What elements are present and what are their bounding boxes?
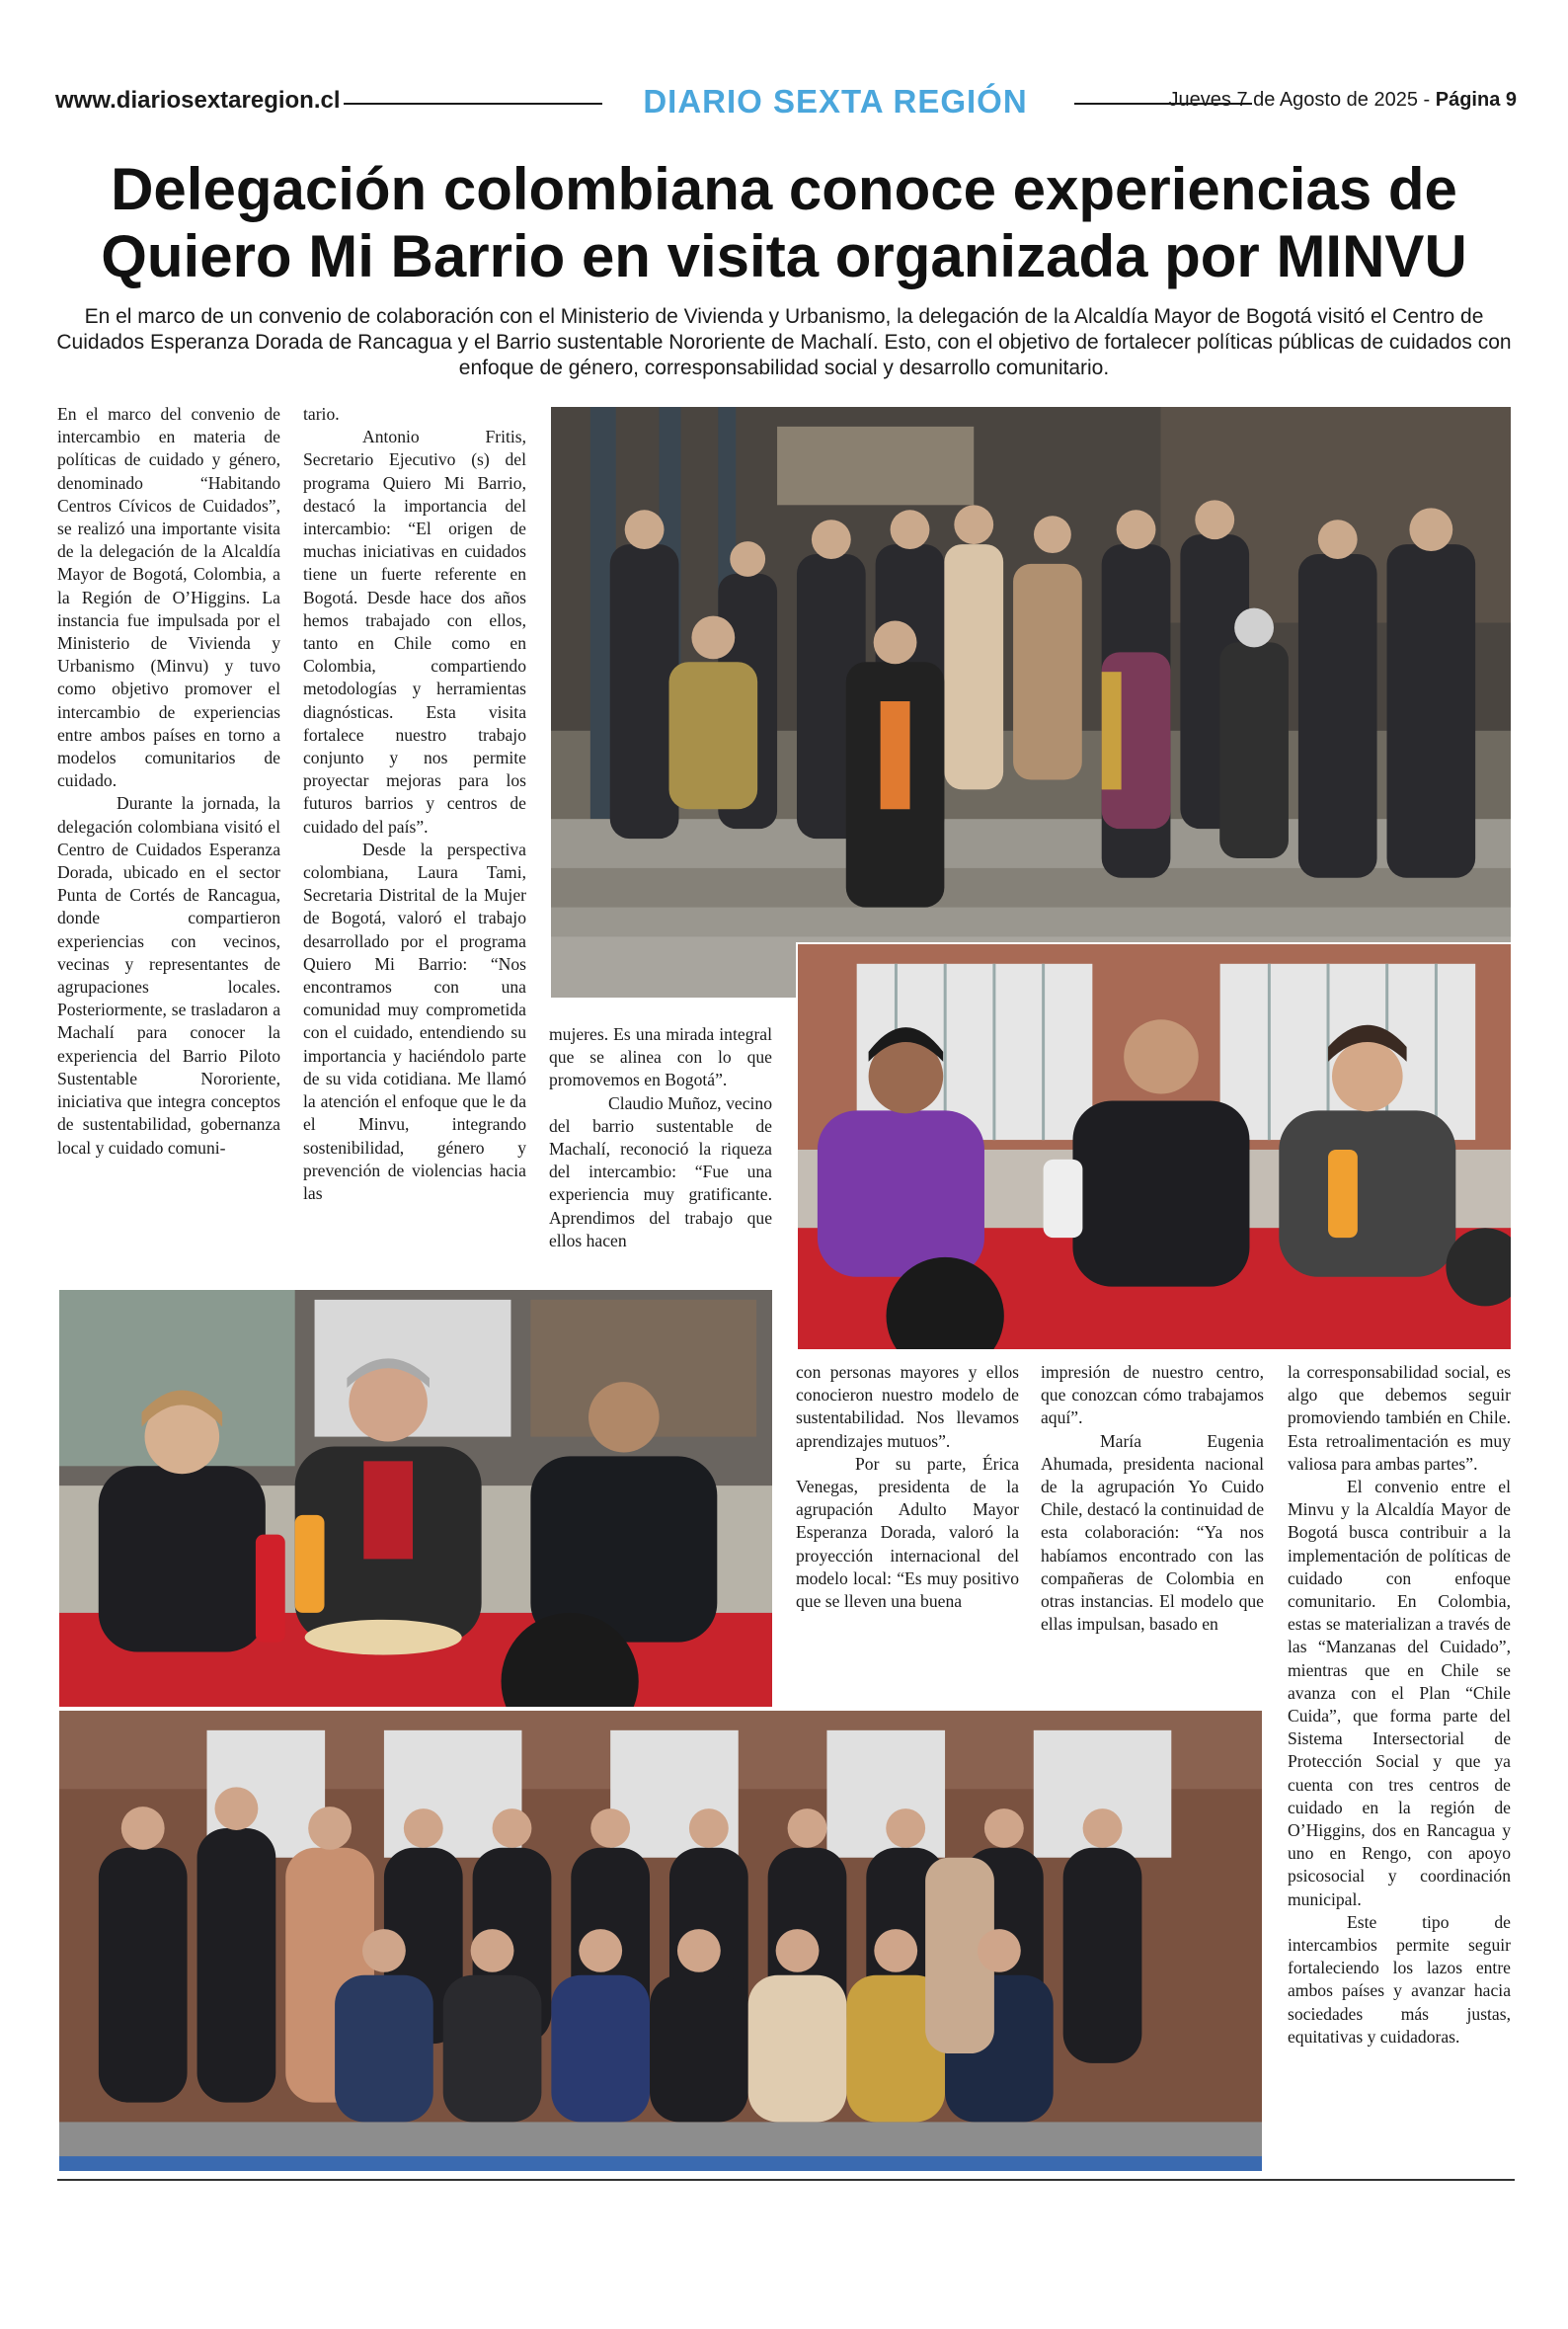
paragraph: mujeres. Es una mirada integral que se alinea con lo que promovemos en Bogotá”.: [549, 1024, 772, 1090]
paragraph: tario.: [303, 404, 340, 424]
paragraph: En el marco del convenio de intercambio en materia de políticas de cuidado y género, denominado “Habitando Centros Cívicos de Cuidados”, se realizó una importante visita de la delegación de la Alcaldía Mayor de Bogotá, Colombia, a la Región de O’Higgins. La instancia fue impulsada por el Ministerio de Vivienda y Urbanismo (Minvu) y tuvo como objetivo promover el intercambio de experiencias entre ambos países en torno a modelos comunitarios de cuidado.: [57, 404, 280, 791]
column-6: [1288, 1361, 1511, 2048]
headline-line-1: Delegación colombiana conoce experiencias de: [111, 156, 1457, 222]
column-2: [303, 403, 526, 1205]
paragraph: Antonio Fritis, Secretario Ejecutivo (s) del programa Quiero Mi Barrio, destacó la importancia del intercambio: “El origen de muchas iniciativas en cuidados tiene un fuerte referente en Bogotá. Desde hace dos años hemos trabajado con ellos, tanto en Chile como en Colombia, compartiendo metodologías y herramientas diagnósticas. Esta visita fortalece nuestro trabajo conjunto y nos permite proyectar mejoras para los futuros barrios y centros de cuidado del país”.: [303, 427, 526, 837]
paragraph: la corresponsabilidad social, es algo que debemos seguir promoviendo también en Chile. Esta retroalimentación es muy valiosa para ambas partes”.: [1288, 1362, 1511, 1474]
photo-table-trio-right: [796, 942, 1513, 1351]
column-3: [549, 1023, 772, 1252]
header-rule-left: [344, 103, 602, 105]
paragraph: María Eugenia Ahumada, presidenta nacional de la agrupación Yo Cuido Chile, destacó la continuidad de esta colaboración: “Ya nos habíamos encontrado con las compañeras de Colombia en otras instancias. El modelo que ellas impulsan, basado en: [1041, 1430, 1264, 1635]
paragraph: con personas mayores y ellos conocieron nuestro modelo de sustentabilidad. Nos llevamos aprendizajes mutuos”.: [796, 1362, 1019, 1451]
deck: En el marco de un convenio de colaboración con el Ministerio de Vivienda y Urbanismo, la delegación de la Alcaldía Mayor de Bogotá visitó el Centro de Cuidados Esperanza Dorada de Rancagua y el Barrio sustentable Nororiente de Machalí. Esto, con el objetivo de fortalecer políticas públicas de cuidados con enfoque de género, corresponsabilidad social y desarrollo comunitario.: [56, 305, 1512, 379]
column-4: [796, 1361, 1019, 1613]
paragraph: Durante la jornada, la delegación colombiana visitó el Centro de Cuidados Esperanza Dorada, ubicado en el sector Punta de Cortés de Rancagua, donde compartieron experiencias con vecinos, vecinas y representantes de agrupaciones locales. Posteriormente, se trasladaron a Machalí para conocer la experiencia del Barrio Piloto Sustentable Nororiente, iniciativa que integra conceptos de sustentabilidad, gobernanza local y cuidado comuni-: [57, 793, 280, 1158]
issue-date: Jueves 7 de Agosto de 2025 - Página 9: [1168, 89, 1517, 111]
photo-table-trio-left: [57, 1288, 774, 1709]
photo-group-on-steps: [549, 405, 1513, 1000]
column-1: [57, 403, 280, 1160]
paragraph: Claudio Muñoz, vecino del barrio sustentable de Machalí, reconoció la riqueza del intercambio: “Fue una experiencia muy gratificante. Aprendimos del trabajo que ellos hacen: [549, 1092, 772, 1250]
paragraph: Por su parte, Érica Venegas, presidenta de la agrupación Adulto Mayor Esperanza Dorada, valoró la proyección internacional del modelo local: “Es muy positivo que se lleven una buena: [796, 1453, 1019, 1612]
headline: [39, 156, 1529, 290]
paragraph: Desde la perspectiva colombiana, Laura Tami, Secretaria Distrital de la Mujer de Bogotá, valoró el trabajo desarrollado por el programa Quiero Mi Barrio: “Nos encontramos con una comunidad muy comprometida con el cuidado, entendiendo su importancia y haciéndolo parte de su vida cotidiana. Me llamó la atención el enfoque que le da el Minvu, integrando sostenibilidad, género y prevención de violencias hacia las: [303, 839, 526, 1203]
headline-line-2: Quiero Mi Barrio en visita organizada por MINVU: [101, 223, 1467, 289]
page-number: Página 9: [1435, 89, 1517, 111]
paragraph: El convenio entre el Minvu y la Alcaldía Mayor de Bogotá busca contribuir a la implementación de políticas de cuidado con enfoque comunitario. En Colombia, estas se materializan a través de las “Manzanas del Cuidado”, mientras que en Chile se avanza con el Plan “Chile Cuida”, que forma parte del Sistema Intersectorial de Protección Social y que ya cuenta con tres centros de cuidado en la región de O’Higgins, dos en Rancagua y uno en Rengo, con apoyo psicosocial y coordinación municipal.: [1288, 1477, 1511, 1909]
page-header: [55, 81, 1517, 120]
photo-large-group: [57, 1709, 1264, 2173]
paragraph: Este tipo de intercambios permite seguir fortaleciendo los lazos entre ambos países y avanzar hacia sociedades más justas, equitativas y cuidadoras.: [1288, 1911, 1511, 2047]
bottom-rule: [57, 2179, 1515, 2181]
site-url[interactable]: www.diariosextaregion.cl: [55, 87, 341, 114]
masthead: DIARIO SEXTA REGIÓN: [643, 83, 1028, 120]
paragraph: impresión de nuestro centro, que conozcan cómo trabajamos aquí”.: [1041, 1362, 1264, 1428]
column-5: [1041, 1361, 1264, 1636]
